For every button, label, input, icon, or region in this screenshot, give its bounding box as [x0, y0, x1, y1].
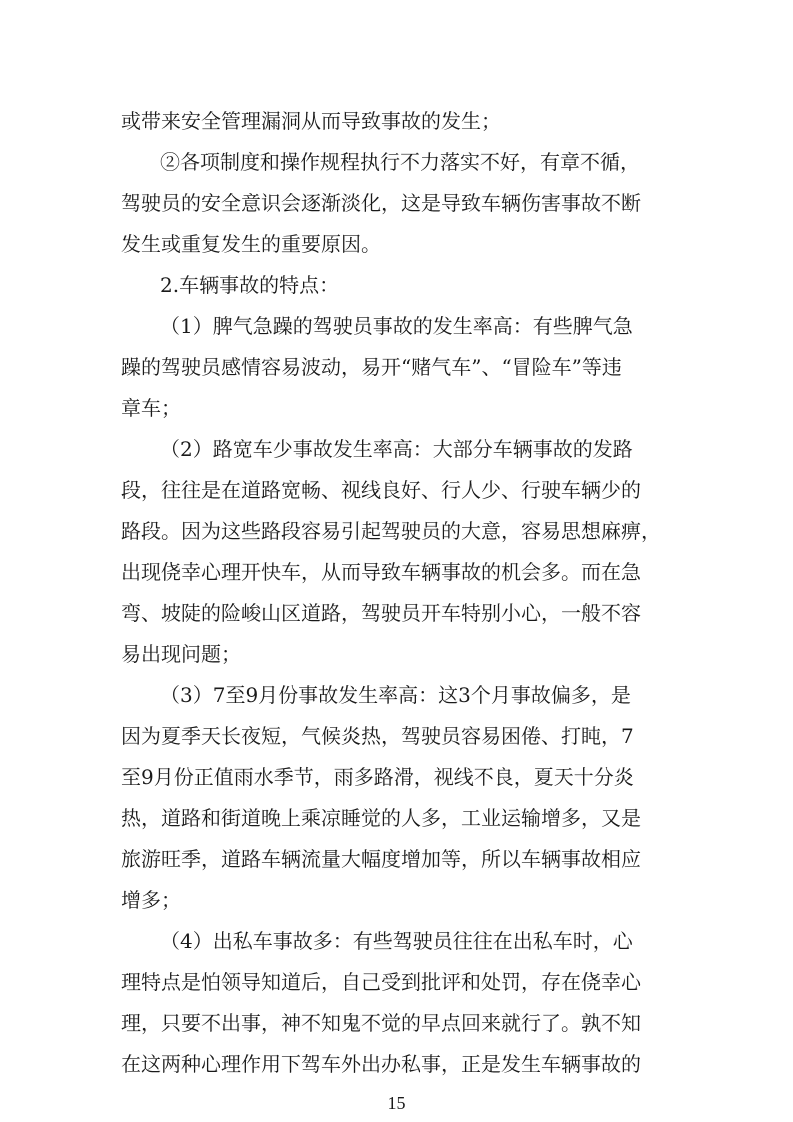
text-line-content: 路段。因为这些路段容易引起驾驶员的大意，容易思想麻痹，	[121, 519, 661, 543]
text-line-content: （3）7至9月份事故发生率高：这3个月事故偏多，是	[160, 683, 631, 707]
text-line	[0, 757, 793, 798]
text-line-content: 章车；	[121, 396, 181, 420]
text-line	[0, 470, 793, 511]
text-line	[0, 716, 793, 757]
text-line	[0, 1003, 793, 1044]
text-line	[0, 921, 793, 962]
text-line-content: 出现侥幸心理开快车，从而导致车辆事故的机会多。而在急	[121, 560, 641, 584]
text-line	[0, 142, 793, 183]
text-line-content: 驾驶员的安全意识会逐渐淡化，这是导致车辆伤害事故不断	[121, 191, 641, 215]
text-line-content: 易出现问题；	[121, 642, 241, 666]
text-line-content: 躁的驾驶员感情容易波动，易开“赌气车”、“冒险车”等违	[121, 355, 622, 379]
text-line	[0, 552, 793, 593]
text-line	[0, 183, 793, 224]
text-line-content: 至9月份正值雨水季节，雨多路滑，视线不良，夏天十分炎	[121, 765, 634, 789]
text-line	[0, 675, 793, 716]
text-line	[0, 593, 793, 634]
text-line	[0, 388, 793, 429]
text-line	[0, 1044, 793, 1085]
text-line-content: （4）出私车事故多：有些驾驶员往往在出私车时，心	[160, 929, 633, 953]
text-line	[0, 101, 793, 142]
text-line-content: 理，只要不出事，神不知鬼不觉的早点回来就行了。孰不知	[121, 1011, 641, 1035]
text-line-content: 2.车辆事故的特点：	[160, 273, 340, 297]
text-line-content: 理特点是怕领导知道后，自己受到批评和处罚，存在侥幸心	[121, 970, 641, 994]
text-line-content: ②各项制度和操作规程执行不力落实不好，有章不循，	[160, 150, 640, 174]
text-line	[0, 347, 793, 388]
text-line-content: 因为夏季天长夜短，气候炎热，驾驶员容易困倦、打盹，7	[121, 724, 634, 748]
text-line-content: 发生或重复发生的重要原因。	[121, 232, 381, 256]
text-line	[0, 962, 793, 1003]
text-line-content: 或带来安全管理漏洞从而导致事故的发生；	[121, 109, 501, 133]
text-line-content: 增多；	[121, 888, 181, 912]
text-line	[0, 798, 793, 839]
text-line	[0, 880, 793, 921]
text-line-content: 旅游旺季，道路车辆流量大幅度增加等，所以车辆事故相应	[121, 847, 641, 871]
page-number: 15	[387, 1093, 406, 1113]
text-line-content: 弯、坡陡的险峻山区道路，驾驶员开车特别小心，一般不容	[121, 601, 641, 625]
text-line	[0, 511, 793, 552]
text-line-content: （1）脾气急躁的驾驶员事故的发生率高：有些脾气急	[160, 314, 633, 338]
text-line	[0, 265, 793, 306]
text-line	[0, 839, 793, 880]
text-line	[0, 306, 793, 347]
text-line-content: （2）路宽车少事故发生率高：大部分车辆事故的发路	[160, 437, 633, 461]
text-line-content: 段，往往是在道路宽畅、视线良好、行人少、行驶车辆少的	[121, 478, 641, 502]
text-line	[0, 429, 793, 470]
text-line	[0, 634, 793, 675]
text-line	[0, 224, 793, 265]
text-line-content: 热，道路和街道晚上乘凉睡觉的人多，工业运输增多，又是	[121, 806, 641, 830]
text-line-content: 在这两种心理作用下驾车外出办私事，正是发生车辆事故的	[121, 1052, 641, 1076]
